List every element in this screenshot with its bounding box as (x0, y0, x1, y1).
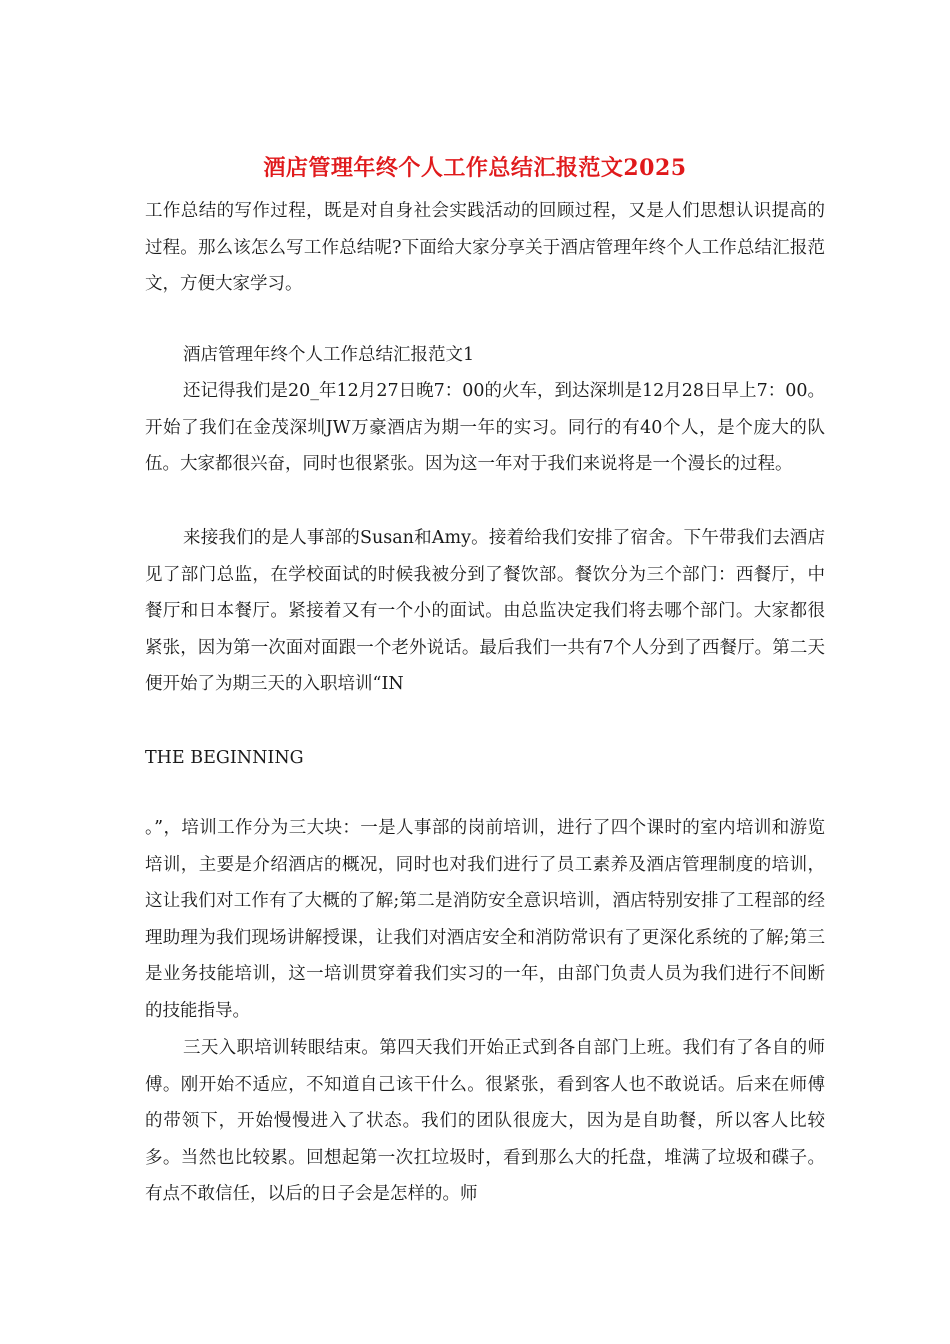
body-paragraph: 还记得我们是20_年12月27日晚7：00的火车，到达深圳是12月28日早上7：00。开始了我们在金茂深圳JW万豪酒店为期一年的实习。同行的有40个人，是个庞大的队伍。大家都很兴奋，同时也很紧张。因为这一年对于我们来说将是一个漫长的过程。 (145, 381, 825, 474)
intro-paragraph: 工作总结的写作过程，既是对自身社会实践活动的回顾过程，又是人们思想认识提高的过程。那么该怎么写工作总结呢?下面给大家分享关于酒店管理年终个人工作总结汇报范文，方便大家学习。 (145, 201, 825, 294)
body-paragraph: 三天入职培训转眼结束。第四天我们开始正式到各自部门上班。我们有了各自的师傅。刚开始不适应，不知道自己该干什么。很紧张，看到客人也不敢说话。后来在师傅的带领下，开始慢慢进入了状态。我们的团队很庞大，因为是自助餐，所以客人比较多。当然也比较累。回想起第一次扛垃圾时，看到那么大的托盘，堆满了垃圾和碟子。有点不敢信任，以后的日子会是怎样的。师 (145, 1038, 825, 1204)
body-paragraph: 。”，培训工作分为三大块：一是人事部的岗前培训，进行了四个课时的室内培训和游览培训，主要是介绍酒店的概况，同时也对我们进行了员工素养及酒店管理制度的培训，这让我们对工作有了大概的了解;第二是消防安全意识培训，酒店特别安排了工程部的经理助理为我们现场讲解授课，让我们对酒店安全和消防常识有了更深化系统的了解;第三是业务技能培训，这一培训贯穿着我们实习的一年，由部门负责人员为我们进行不间断的技能指导。 (145, 818, 825, 1021)
section-subheading: 酒店管理年终个人工作总结汇报范文1 (183, 345, 475, 365)
body-paragraph: THE BEGINNING (145, 748, 304, 768)
document-title: 酒店管理年终个人工作总结汇报范文2025 (263, 155, 687, 181)
body-paragraph: 来接我们的是人事部的Susan和Amy。接着给我们安排了宿舍。下午带我们去酒店见了部门总监，在学校面试的时候我被分到了餐饮部。餐饮分为三个部门：西餐厅，中餐厅和日本餐厅。紧接着又有一个小的面试。由总监决定我们将去哪个部门。大家都很紧张，因为第一次面对面跟一个老外说话。最后我们一共有7个人分到了西餐厅。第二天便开始了为期三天的入职培训“IN (145, 528, 825, 694)
